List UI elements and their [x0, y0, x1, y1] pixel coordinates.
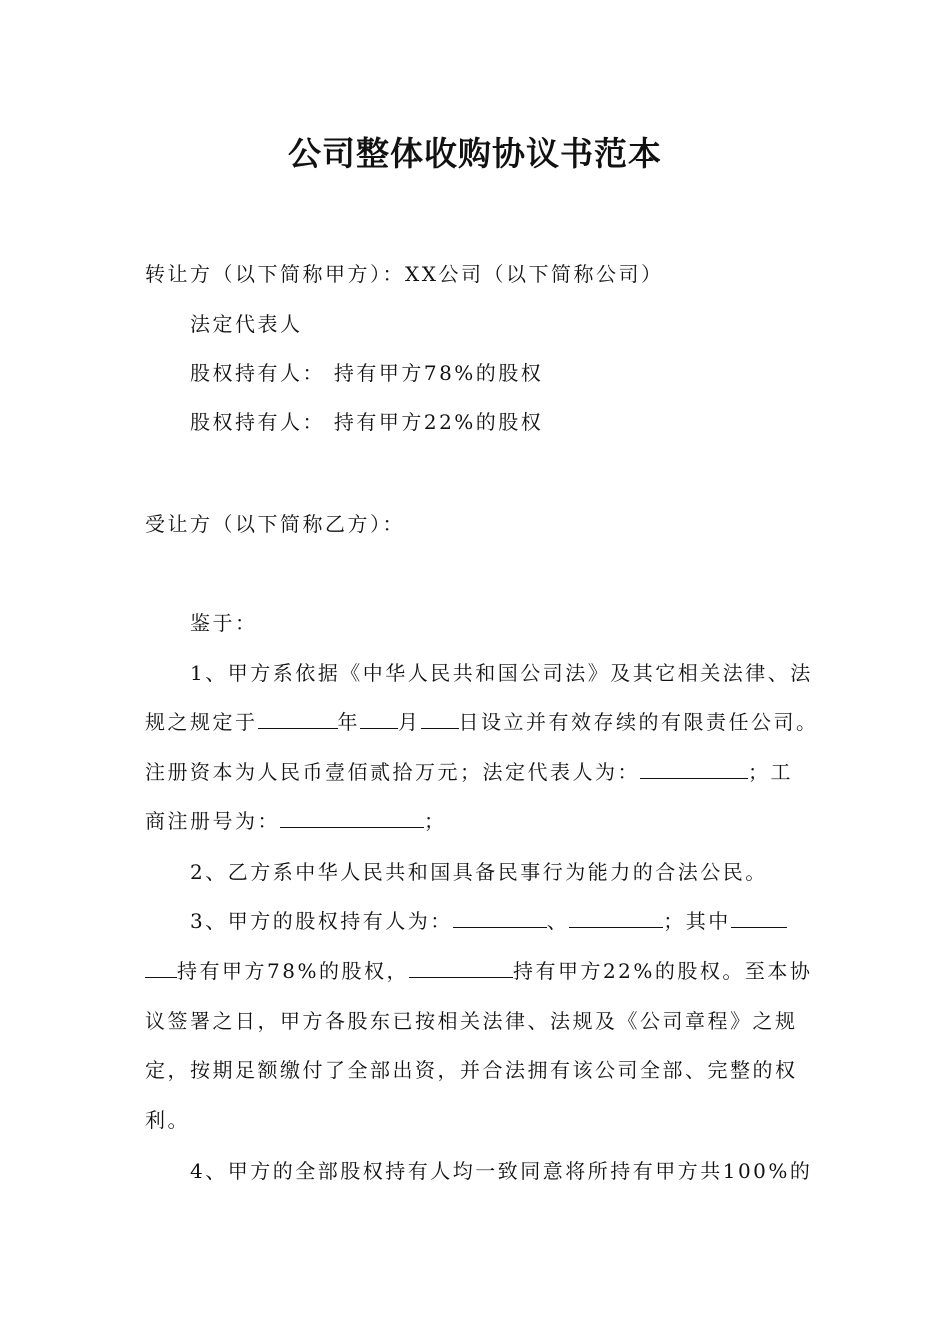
- clause-1-text: ；: [424, 809, 447, 833]
- document-title: 公司整体收购协议书范本: [288, 134, 662, 173]
- clause-1-line-1: 1、甲方系依据《中华人民共和国公司法》及其它相关法律、法: [190, 661, 813, 685]
- blank-legal-rep-field[interactable]: [640, 760, 748, 779]
- clause-1-text: 月: [398, 710, 421, 734]
- clause-3-text: 3、甲方的股权持有人为：: [190, 909, 453, 933]
- blank-day-field[interactable]: [421, 710, 459, 729]
- clause-1-text: 商注册号为：: [145, 809, 280, 833]
- blank-year-field[interactable]: [258, 710, 338, 729]
- blank-shareholder-1-field[interactable]: [453, 909, 547, 928]
- blank-registration-number-field[interactable]: [280, 809, 424, 828]
- clause-1-line-2: [145, 706, 819, 735]
- transferor-line: 转让方（以下简称甲方）：XX公司（以下简称公司）: [145, 262, 664, 286]
- clause-3-line-5: 利。: [145, 1108, 190, 1132]
- clause-3-line-3: 议签署之日，甲方各股东已按相关法律、法规及《公司章程》之规: [145, 1009, 798, 1033]
- clause-4-line-1: 4、甲方的全部股权持有人均一致同意将所持有甲方共100%的: [190, 1159, 813, 1183]
- clause-1-text: 日设立并有效存续的有限责任公司。: [458, 710, 819, 734]
- clause-1-text: 年: [337, 710, 360, 734]
- blank-holder-78-field-part2[interactable]: [145, 959, 177, 978]
- blank-holder-22-field[interactable]: [409, 959, 513, 978]
- clause-3-line-4: 定，按期足额缴付了全部出资，并合法拥有该公司全部、完整的权: [145, 1058, 798, 1082]
- blank-month-field[interactable]: [360, 710, 398, 729]
- blank-holder-78-field-part1[interactable]: [731, 909, 787, 928]
- clause-2: 2、乙方系中华人民共和国具备民事行为能力的合法公民。: [190, 860, 768, 884]
- clause-1-text: 规之规定于: [145, 710, 258, 734]
- clause-3-line-1: [190, 905, 787, 934]
- clause-3-text: 持有甲方22%的股权。至本协: [512, 959, 813, 983]
- legal-representative-line: 法定代表人: [190, 312, 303, 336]
- transferee-line: 受让方（以下简称乙方）：: [145, 512, 405, 536]
- clause-1-text: ；工: [748, 760, 793, 784]
- blank-shareholder-2-field[interactable]: [569, 909, 663, 928]
- clause-3-text: 持有甲方78%的股权，: [177, 959, 409, 983]
- clause-3-line-2: [145, 955, 812, 984]
- shareholder-line-1: 股权持有人： 持有甲方78%的股权: [190, 361, 544, 385]
- clause-3-text: ；其中: [663, 909, 731, 933]
- whereas-heading: 鉴于：: [190, 611, 258, 635]
- clause-1-text: 注册资本为人民币壹佰贰拾万元；法定代表人为：: [145, 760, 640, 784]
- clause-3-text: 、: [546, 909, 570, 933]
- clause-1-line-3: [145, 756, 793, 785]
- shareholder-line-2: 股权持有人： 持有甲方22%的股权: [190, 410, 544, 434]
- clause-1-line-4: [145, 805, 447, 834]
